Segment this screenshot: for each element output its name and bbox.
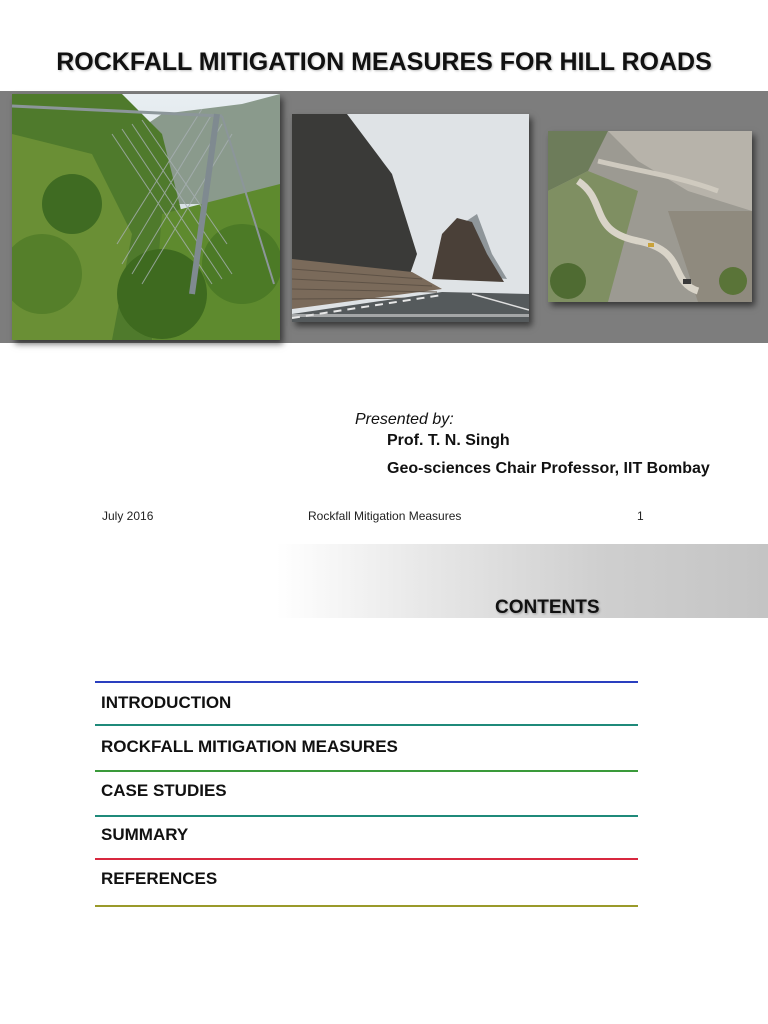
footer-page-number: 1 bbox=[637, 509, 644, 523]
toc-item-introduction[interactable]: INTRODUCTION bbox=[101, 693, 232, 712]
toc-item-summary[interactable]: SUMMARY bbox=[101, 825, 189, 844]
highway-rock-cut-photo bbox=[292, 114, 529, 322]
toc-separator bbox=[95, 905, 638, 907]
slide-title: ROCKFALL MITIGATION MEASURES FOR HILL ROADS bbox=[56, 48, 712, 76]
toc-separator bbox=[95, 770, 638, 772]
toc-separator bbox=[95, 724, 638, 726]
footer-date: July 2016 bbox=[102, 509, 154, 523]
contents-heading: CONTENTS bbox=[495, 597, 600, 618]
contents-header-band bbox=[0, 544, 768, 618]
hill-road-construction-photo bbox=[548, 131, 752, 302]
toc-item-case-studies[interactable]: CASE STUDIES bbox=[101, 781, 227, 800]
rockfall-net-fence-photo bbox=[12, 94, 280, 340]
toc-separator bbox=[95, 681, 638, 683]
toc-separator bbox=[95, 815, 638, 817]
toc-item-references[interactable]: REFERENCES bbox=[101, 869, 218, 888]
presenter-title: Geo-sciences Chair Professor, IIT Bombay bbox=[387, 460, 710, 477]
presenter-name: Prof. T. N. Singh bbox=[387, 432, 510, 449]
toc-item-rockfall-mitigation-measures[interactable]: ROCKFALL MITIGATION MEASURES bbox=[101, 737, 398, 756]
footer-title: Rockfall Mitigation Measures bbox=[308, 509, 462, 523]
toc-separator bbox=[95, 858, 638, 860]
presented-by-label: Presented by: bbox=[355, 411, 454, 428]
